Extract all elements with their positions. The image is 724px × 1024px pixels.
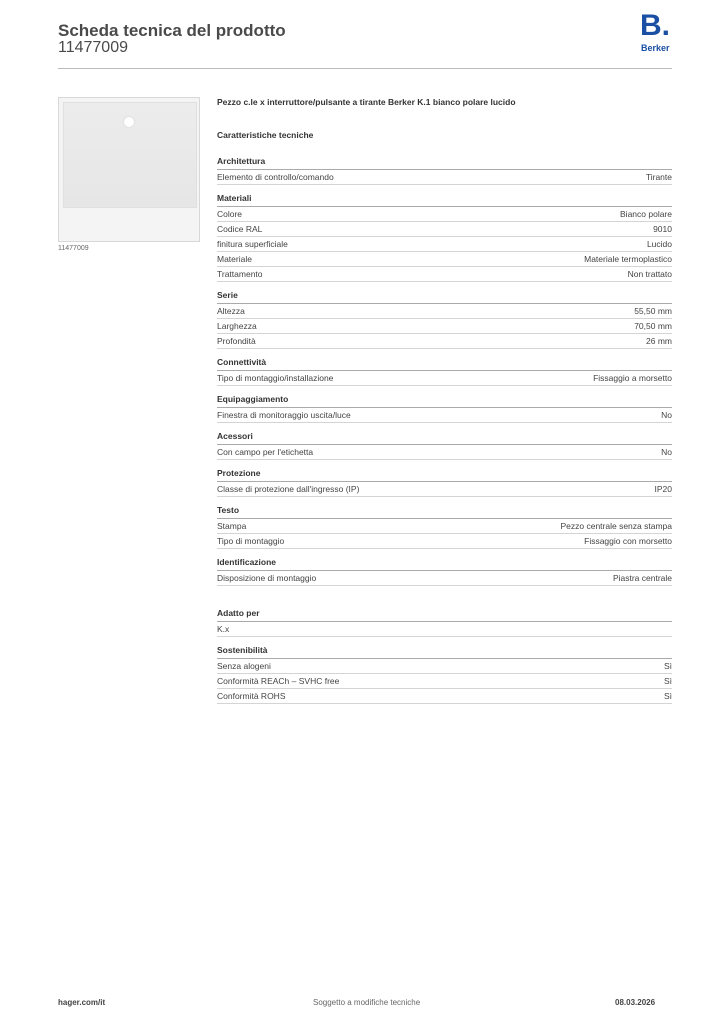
spec-row <box>217 674 672 689</box>
spec-label: Elemento di controllo/comando <box>217 172 334 182</box>
spec-row <box>217 304 672 319</box>
spec-section <box>217 608 672 637</box>
header-divider <box>58 68 672 69</box>
spec-label: Codice RAL <box>217 224 263 234</box>
spec-value: Non trattato <box>627 269 672 279</box>
spec-label: Trattamento <box>217 269 263 279</box>
section-title: Testo <box>217 505 672 519</box>
spec-label: Colore <box>217 209 243 219</box>
spec-value: Lucido <box>646 239 672 249</box>
footer-website: hager.com/it <box>58 998 106 1007</box>
spec-row <box>217 207 672 222</box>
spec-content <box>217 96 672 704</box>
spec-label: Tipo di montaggio/installazione <box>217 373 334 383</box>
spec-value: Sì <box>663 676 672 686</box>
spec-row <box>217 371 672 386</box>
spec-row <box>217 408 672 423</box>
section-title: Serie <box>217 290 672 304</box>
spec-row <box>217 659 672 674</box>
section-title: Connettività <box>217 357 672 371</box>
spec-row <box>217 445 672 460</box>
section-title: Equipaggiamento <box>217 394 672 408</box>
spec-label: Conformità REACh – SVHC free <box>217 676 340 686</box>
spec-value: 9010 <box>653 224 672 234</box>
spec-value: Sì <box>663 691 672 701</box>
spec-row <box>217 252 672 267</box>
footer-date: 08.03.2026 <box>615 998 656 1007</box>
page-title: Scheda tecnica del prodotto <box>58 21 286 40</box>
spec-label: Tipo di montaggio <box>217 536 285 546</box>
spec-section <box>217 431 672 460</box>
spec-row <box>217 534 672 549</box>
spec-row <box>217 170 672 185</box>
spec-row <box>217 482 672 497</box>
spec-section <box>217 505 672 549</box>
spec-section <box>217 156 672 185</box>
product-code: 11477009 <box>58 39 128 56</box>
plate-hole <box>124 117 134 127</box>
logo-text: Berker <box>641 43 670 53</box>
section-title: Sostenibilità <box>217 645 672 659</box>
spec-section <box>217 193 672 282</box>
spec-label: Finestra di monitoraggio uscita/luce <box>217 410 351 420</box>
spec-value: No <box>661 410 672 420</box>
spec-label: finitura superficiale <box>217 239 288 249</box>
spec-row <box>217 267 672 282</box>
spec-value: Bianco polare <box>620 209 672 219</box>
spec-row <box>217 222 672 237</box>
spec-label: Larghezza <box>217 321 257 331</box>
section-title: Adatto per <box>217 608 672 622</box>
spec-label: Profondità <box>217 336 256 346</box>
section-gap <box>217 586 672 600</box>
image-caption: 11477009 <box>58 245 89 252</box>
spec-row <box>217 237 672 252</box>
spec-section <box>217 290 672 349</box>
spec-label: Altezza <box>217 306 245 316</box>
spec-value: 70,50 mm <box>634 321 672 331</box>
spec-label: Stampa <box>217 521 247 531</box>
spec-label: Conformità ROHS <box>217 691 286 701</box>
spec-value: 55,50 mm <box>634 306 672 316</box>
spec-row <box>217 571 672 586</box>
spec-value: No <box>661 447 672 457</box>
spec-value: Tirante <box>645 172 672 182</box>
spec-value: Fissaggio a morsetto <box>593 373 672 383</box>
product-title: Pezzo c.le x interruttore/pulsante a tirante Berker K.1 bianco polare lucido <box>217 97 516 107</box>
spec-row <box>217 689 672 704</box>
section-title: Identificazione <box>217 557 672 571</box>
berker-logo <box>640 9 676 54</box>
spec-label: K.x <box>217 624 230 634</box>
spec-value: 26 mm <box>646 336 672 346</box>
section-title: Protezione <box>217 468 672 482</box>
spec-value: Pezzo centrale senza stampa <box>560 521 672 531</box>
product-image <box>58 97 200 242</box>
product-plate <box>63 102 197 208</box>
section-title: Architettura <box>217 156 672 170</box>
spec-section <box>217 394 672 423</box>
spec-value: Materiale termoplastico <box>584 254 672 264</box>
section-title: Acessori <box>217 431 672 445</box>
spec-section <box>217 357 672 386</box>
spec-label: Classe di protezione dall'ingresso (IP) <box>217 484 360 494</box>
spec-row <box>217 334 672 349</box>
spec-sections <box>217 156 672 704</box>
spec-row <box>217 519 672 534</box>
spec-label: Materiale <box>217 254 252 264</box>
spec-section <box>217 645 672 704</box>
spec-value: Sì <box>663 661 672 671</box>
spec-section <box>217 557 672 586</box>
spec-label: Senza alogeni <box>217 661 271 671</box>
spec-value: Piastra centrale <box>612 573 672 583</box>
spec-value: IP20 <box>654 484 672 494</box>
spec-section <box>217 468 672 497</box>
spec-row <box>217 319 672 334</box>
logo-letter: B. <box>640 9 670 42</box>
footer-note: Soggetto a modifiche tecniche <box>313 998 421 1007</box>
spec-value: Fissaggio con morsetto <box>584 536 672 546</box>
tech-heading: Caratteristiche tecniche <box>217 130 314 140</box>
spec-row <box>217 622 672 637</box>
spec-label: Con campo per l'etichetta <box>217 447 314 457</box>
spec-label: Disposizione di montaggio <box>217 573 317 583</box>
section-title: Materiali <box>217 193 672 207</box>
